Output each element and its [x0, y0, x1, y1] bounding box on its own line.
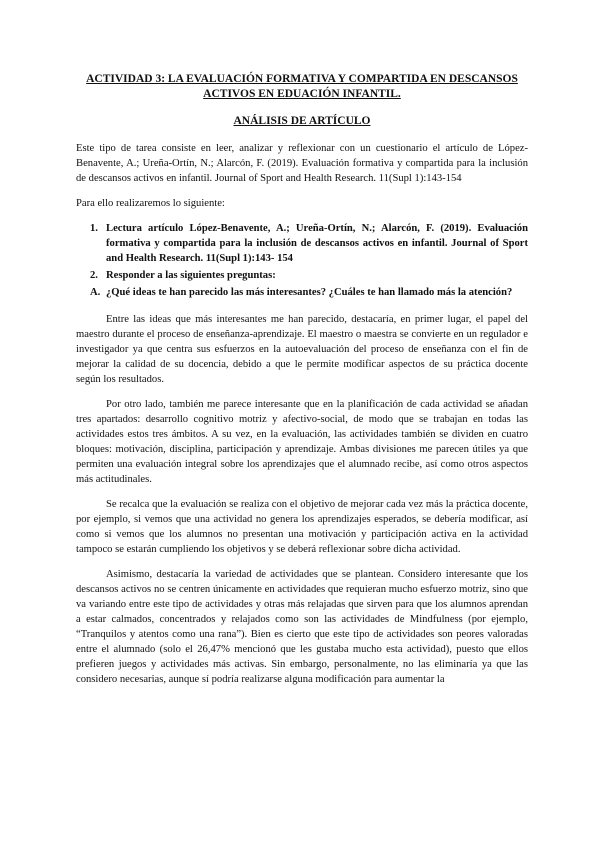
lead-paragraph: Para ello realizaremos lo siguiente: — [76, 198, 225, 209]
list-item — [76, 268, 528, 283]
list-item-text: Lectura artículo López-Benavente, A.; Ureña-Ortín, N.; Alarcón, F. (2019). Evaluación formativa y compartida para la inclusión de descansos activos en infantil. Journal of Sport and Health Research. 11(Supl 1):143- 154 — [106, 223, 528, 264]
document-title: ACTIVIDAD 3: LA EVALUACIÓN FORMATIVA Y COMPARTIDA EN DESCANSOS ACTIVOS EN EDUACIÓN INFANTIL. — [86, 73, 518, 100]
list-item — [76, 285, 528, 300]
document-subtitle: ANÁLISIS DE ARTÍCULO — [233, 115, 371, 127]
list-marker: A. — [90, 287, 101, 298]
list-item-text: ¿Qué ideas te han parecido las más interesantes? ¿Cuáles te han llamado más la atención? — [106, 287, 513, 298]
list-item — [76, 221, 528, 266]
body-paragraph: Por otro lado, también me parece interesante que en la planificación de cada actividad se añadan tres apartados: desarrollo cognitivo motriz y afectivo-social, de modo que se trabajan en todas las actividades estos tres ámbitos. A su vez, en la evaluación, las actividades también se dividen en cuatro bloques: motivación, disciplina, participación y aprendizaje. Ambas divisiones me parecen útiles ya que permiten una evaluación integral sobre los aprendizajes que el alumnado recibe, así como otros aspectos más actitudinales. — [76, 399, 528, 485]
body-paragraph: Asimismo, destacaría la variedad de actividades que se plantean. Considero interesante que los descansos activos no se centren únicamente en actividades que requieran mucho esfuerzo motriz, sino que va variando entre este tipo de actividades y otras más relajadas que sirven para que los alumnos aprendan a estar calmados, concentrados y relajados como son las actividades de Mindfulness (por ejemplo, “Tranquilos y atentos como una rana”). Bien es cierto que este tipo de actividades son peores valoradas entre el alumnado (solo el 26,47% mencionó que les gustaba mucho esta actividad), puesto que ellos prefieren juegos y actividades más activas. Sin embargo, personalmente, no las eliminaría ya que las considero necesarias, aunque sí podría realizarse alguna modificación para aumentar la — [76, 569, 528, 685]
list-marker: 1. — [90, 223, 98, 234]
list-marker: 2. — [90, 270, 98, 281]
body-paragraph: Entre las ideas que más interesantes me han parecido, destacaría, en primer lugar, el papel del maestro durante el proceso de enseñanza-aprendizaje. El maestro o maestra se convierte en un regulador e investigador ya que centra sus esfuerzos en la autoevaluación del proceso de enseñanza con el fin de mejorar la calidad de su docencia, debido a que le permite modificar aspectos de su práctica docente según los resultados. — [76, 314, 528, 385]
body-paragraph: Se recalca que la evaluación se realiza con el objetivo de mejorar cada vez más la práctica docente, por ejemplo, si vemos que una actividad no genera los aprendizajes esperados, se debería modificar, así como si vemos que los alumnos no presentan una motivación y participación activa en la actividad tampoco se estarán cumpliendo los objetivos y se deberá reflexionar sobre dicha actividad. — [76, 499, 528, 555]
intro-paragraph: Este tipo de tarea consiste en leer, analizar y reflexionar con un cuestionario el artículo de López-Benavente, A.; Ureña-Ortín, N.; Alarcón, F. (2019). Evaluación formativa y compartida para la inclusión de descansos activos en infantil. Journal of Sport and Health Research. 11(Supl 1):143-154 — [76, 143, 528, 184]
list-item-text: Responder a las siguientes preguntas: — [106, 270, 276, 281]
steps-list — [76, 221, 528, 300]
